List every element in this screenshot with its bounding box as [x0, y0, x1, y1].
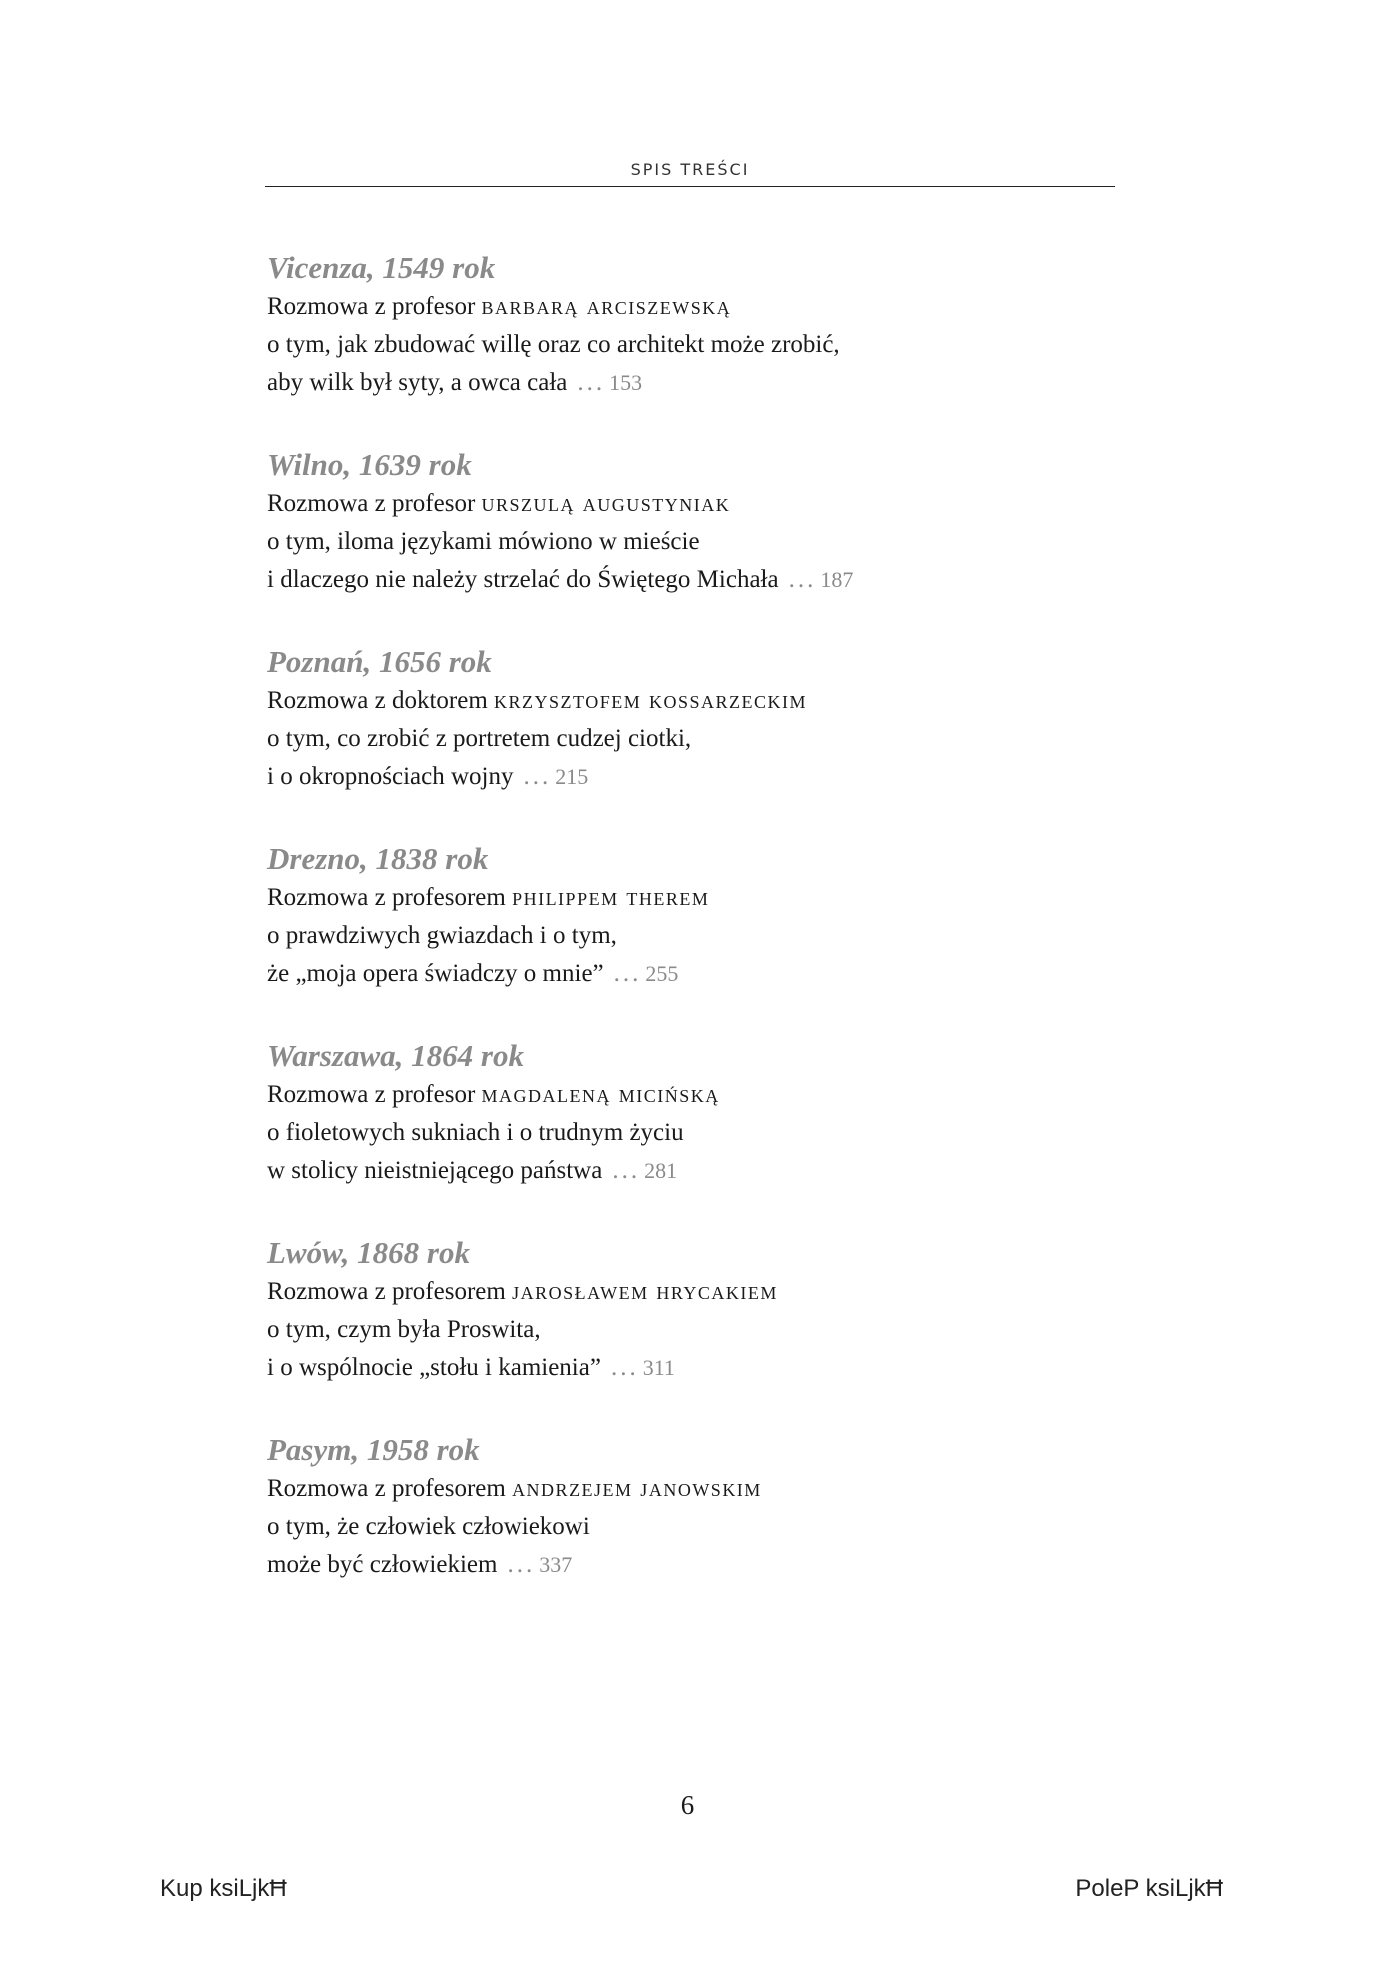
- entry-person: jarosławem hrycakiem: [512, 1278, 778, 1305]
- leader-dots: ...: [577, 369, 606, 396]
- toc-entry-drezno: [267, 839, 1117, 1036]
- entry-topic-end: i o okropnościach wojny: [267, 763, 514, 790]
- entry-title: Warszawa, 1864 rok: [267, 1038, 524, 1073]
- entry-topic-end: i o wspólnocie „stołu i kamienia”: [267, 1354, 601, 1381]
- leader-dots: ...: [507, 1551, 536, 1578]
- entry-person: magdaleną micińską: [481, 1081, 720, 1108]
- entry-line-topic-end: [267, 1546, 1117, 1584]
- entry-person: krzysztofem kossarzeckim: [494, 687, 807, 714]
- buy-book-link[interactable]: Kup ksiLjkĦ: [160, 1875, 287, 1902]
- entry-person: barbarą arciszewską: [481, 293, 732, 320]
- toc-entry-warszawa: [267, 1036, 1117, 1233]
- entry-title: Pasym, 1958 rok: [267, 1432, 480, 1467]
- entry-line-topic-end: [267, 561, 1117, 599]
- leader-dots: ...: [610, 1354, 639, 1381]
- table-of-contents: [267, 248, 1117, 1627]
- entry-line-topic-end: [267, 955, 1117, 993]
- page-number: 311: [642, 1355, 675, 1380]
- entry-line-interviewee: [267, 288, 1117, 326]
- entry-intro: Rozmowa z profesorem: [267, 1278, 513, 1305]
- entry-line-interviewee: [267, 1273, 1117, 1311]
- entry-line-topic: o fioletowych sukniach i o trudnym życiu: [267, 1119, 684, 1146]
- toc-entry-pasym: [267, 1430, 1117, 1627]
- entry-line-interviewee: [267, 485, 1117, 523]
- entry-title: Vicenza, 1549 rok: [267, 250, 496, 285]
- recommend-book-link[interactable]: PoleP ksiLjkĦ: [1075, 1875, 1223, 1902]
- entry-line-topic-end: [267, 1152, 1117, 1190]
- entry-line-interviewee: [267, 1470, 1117, 1508]
- entry-line-interviewee: [267, 879, 1117, 917]
- leader-dots: ...: [788, 566, 817, 593]
- entry-line-topic: o tym, iloma językami mówiono w mieście: [267, 528, 700, 555]
- entry-topic-end: w stolicy nieistniejącego państwa: [267, 1157, 603, 1184]
- entry-line-topic-end: [267, 758, 1117, 796]
- entry-line-topic: o prawdziwych gwiazdach i o tym,: [267, 922, 617, 949]
- entry-person: philippem therem: [512, 884, 710, 911]
- entry-title: Poznań, 1656 rok: [267, 644, 492, 679]
- page-number: 187: [820, 567, 854, 592]
- page-number: 215: [555, 764, 589, 789]
- page-number: 153: [609, 370, 643, 395]
- toc-entry-vicenza: [267, 248, 1117, 445]
- entry-intro: Rozmowa z profesor: [267, 490, 482, 517]
- entry-line-topic: o tym, czym była Proswita,: [267, 1316, 541, 1343]
- entry-topic-end: i dlaczego nie należy strzelać do Świętego Michała: [267, 566, 779, 593]
- page-number: 337: [539, 1552, 573, 1577]
- entry-intro: Rozmowa z profesor: [267, 293, 482, 320]
- toc-entry-poznan: [267, 642, 1117, 839]
- entry-intro: Rozmowa z profesorem: [267, 884, 513, 911]
- leader-dots: ...: [613, 960, 642, 987]
- toc-entry-wilno: [267, 445, 1117, 642]
- entry-intro: Rozmowa z profesor: [267, 1081, 482, 1108]
- entry-intro: Rozmowa z doktorem: [267, 687, 495, 714]
- running-header: SPIS TREŚCI: [630, 160, 750, 179]
- page-folio: 6: [680, 1790, 695, 1820]
- toc-entry-lwow: [267, 1233, 1117, 1430]
- entry-title: Wilno, 1639 rok: [267, 447, 472, 482]
- entry-topic-end: że „moja opera świadczy o mnie”: [267, 960, 604, 987]
- page-number: 281: [644, 1158, 678, 1183]
- entry-line-topic: o tym, co zrobić z portretem cudzej ciotki,: [267, 725, 692, 752]
- entry-intro: Rozmowa z profesorem: [267, 1475, 513, 1502]
- entry-line-topic-end: [267, 364, 1117, 402]
- leader-dots: ...: [612, 1157, 641, 1184]
- entry-line-interviewee: [267, 1076, 1117, 1114]
- entry-topic-end: może być człowiekiem: [267, 1551, 498, 1578]
- entry-line-topic-end: [267, 1349, 1117, 1387]
- entry-topic-end: aby wilk był syty, a owca cała: [267, 369, 568, 396]
- entry-person: urszulą augustyniak: [481, 490, 731, 517]
- leader-dots: ...: [523, 763, 552, 790]
- entry-person: andrzejem janowskim: [512, 1475, 762, 1502]
- entry-line-interviewee: [267, 682, 1117, 720]
- entry-title: Lwów, 1868 rok: [267, 1235, 470, 1270]
- page-number: 255: [645, 961, 679, 986]
- header-rule: [265, 186, 1115, 187]
- entry-title: Drezno, 1838 rok: [267, 841, 489, 876]
- entry-line-topic: o tym, jak zbudować willę oraz co architekt może zrobić,: [267, 331, 840, 358]
- entry-line-topic: o tym, że człowiek człowiekowi: [267, 1513, 590, 1540]
